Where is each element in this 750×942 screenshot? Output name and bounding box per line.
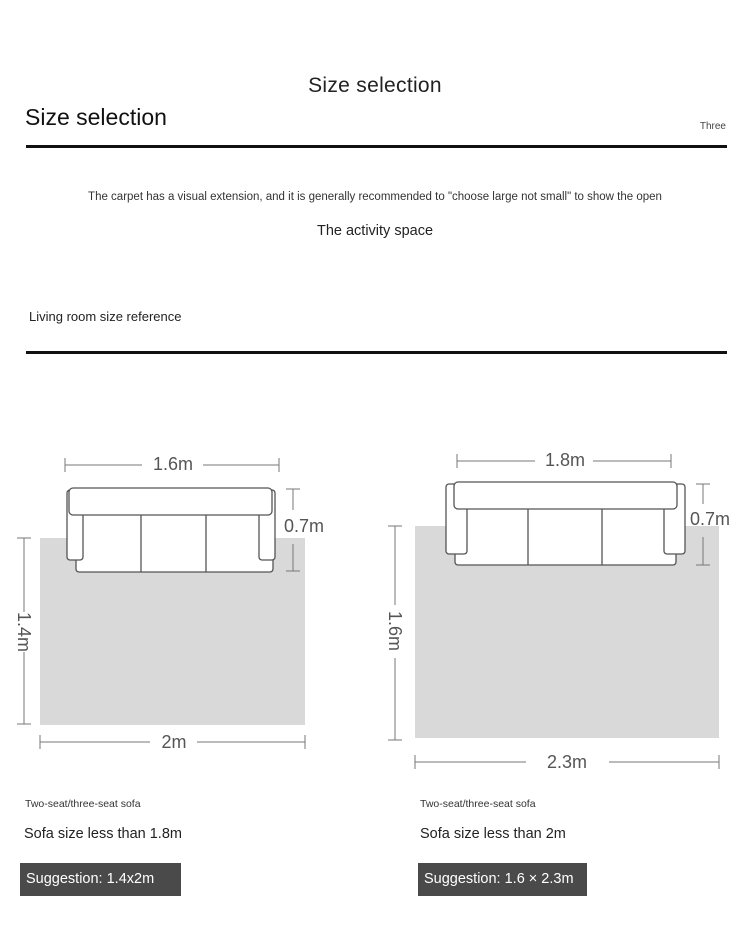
seat-type-label: Two-seat/three-seat sofa — [420, 798, 536, 810]
description-line-2: The activity space — [316, 223, 434, 239]
diagram-right — [385, 450, 730, 772]
sofa-size-text: Sofa size less than 1.8m — [24, 826, 182, 842]
diagram-left — [14, 454, 324, 752]
section-title: Size selection — [25, 104, 167, 130]
rug-width-label: 2.3m — [546, 752, 588, 772]
rug-width-label: 2m — [161, 732, 187, 752]
sofa-size-text: Sofa size less than 2m — [420, 826, 566, 842]
sofa-depth-label: 0.7m — [690, 509, 731, 529]
sofa-icon — [446, 482, 685, 565]
suggestion-badge: Suggestion: 1.6 × 2.3m — [418, 863, 587, 896]
suggestion-badge: Suggestion: 1.4x2m — [20, 863, 181, 896]
living-room-reference-label: Living room size reference — [29, 309, 182, 324]
sofa-depth-label: 0.7m — [284, 516, 325, 536]
description-line-1: The carpet has a visual extension, and it is generally recommended to "choose large not small" to show the open — [88, 191, 662, 203]
rug-depth-label: 1.4m — [14, 611, 34, 653]
page-marker: Three — [699, 121, 726, 132]
page-title: Size selection — [308, 74, 442, 97]
sofa-icon — [67, 488, 275, 572]
sofa-width-label: 1.8m — [544, 450, 586, 470]
seat-type-label: Two-seat/three-seat sofa — [25, 798, 141, 810]
rug-depth-label: 1.6m — [385, 610, 405, 652]
sofa-width-label: 1.6m — [152, 454, 194, 474]
